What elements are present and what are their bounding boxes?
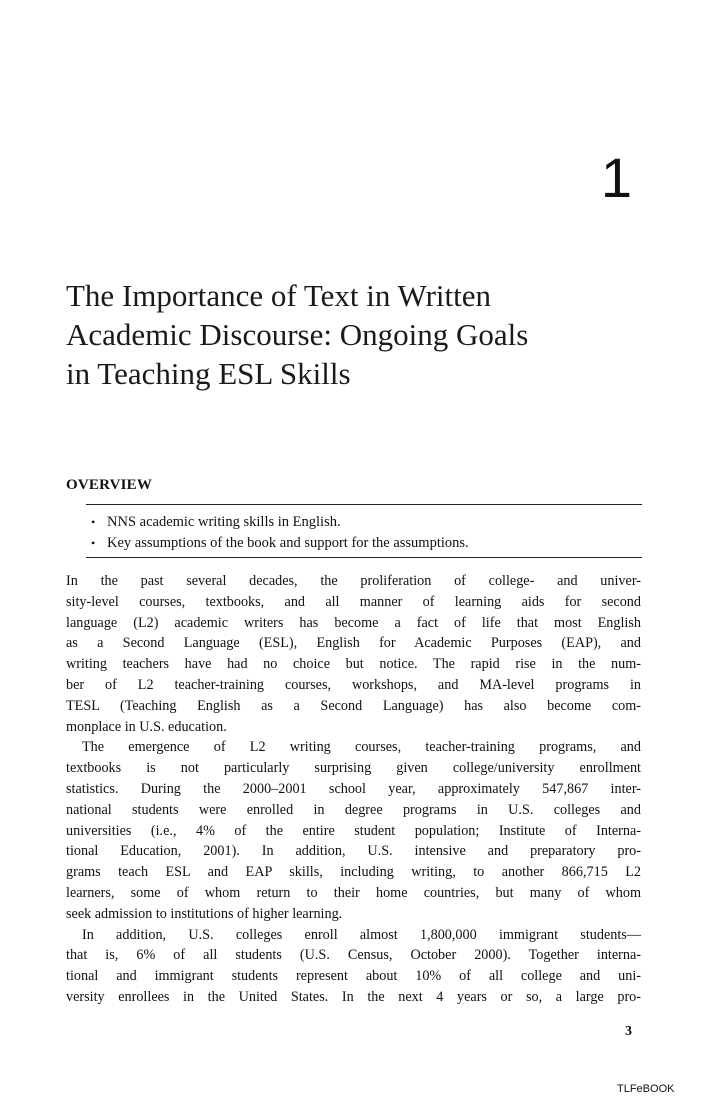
- overview-list: [86, 512, 642, 554]
- body-line: In addition, U.S. colleges enroll almost 1,800,000 immigrant students—: [82, 926, 641, 943]
- chapter-title-line: in Teaching ESL Skills: [66, 356, 351, 391]
- body-line: monplace in U.S. education.: [66, 718, 227, 735]
- overview-heading: OVERVIEW: [66, 477, 153, 493]
- overview-item-text: Key assumptions of the book and support for the assumptions.: [107, 535, 469, 551]
- body-line: TESL (Teaching English as a Second Language) has also become com-: [66, 697, 641, 714]
- body-line: seek admission to institutions of higher learning.: [66, 905, 343, 922]
- chapter-title: [66, 276, 626, 393]
- overview-item-text: NNS academic writing skills in English.: [107, 514, 341, 530]
- body-line: language (L2) academic writers has become a fact of life that most English: [66, 614, 641, 631]
- body-line: textbooks is not particularly surprising given college/university enrollment: [66, 760, 641, 777]
- bullet-icon: •: [91, 536, 96, 550]
- body-line: statistics. During the 2000–2001 school year, approximately 547,867 inter-: [66, 780, 641, 797]
- watermark-label: TLFeBOOK: [617, 1083, 675, 1095]
- chapter-title-line: The Importance of Text in Written: [66, 278, 491, 313]
- body-line: In the past several decades, the proliferation of college- and univer-: [66, 573, 641, 589]
- page-number: 3: [625, 1024, 632, 1039]
- body-line: ber of L2 teacher-training courses, workshops, and MA-level programs in: [66, 676, 641, 693]
- chapter-title-line: Academic Discourse: Ongoing Goals: [66, 317, 529, 352]
- body-line: tional Education, 2001). In addition, U.S. intensive and preparatory pro-: [66, 843, 641, 860]
- body-text: [66, 571, 641, 1008]
- body-line: tional and immigrant students represent about 10% of all college and uni-: [66, 968, 641, 985]
- bullet-icon: •: [91, 515, 96, 529]
- body-line: as a Second Language (ESL), English for Academic Purposes (EAP), and: [66, 635, 641, 652]
- body-line: The emergence of L2 writing courses, teacher-training programs, and: [82, 739, 641, 756]
- body-line: that is, 6% of all students (U.S. Census, October 2000). Together interna-: [66, 947, 641, 964]
- body-line: versity enrollees in the United States. In the next 4 years or so, a large pro-: [66, 988, 641, 1005]
- body-line: universities (i.e., 4% of the entire student population; Institute of Interna-: [66, 822, 641, 839]
- chapter-number: 1: [600, 146, 632, 209]
- body-line: grams teach ESL and EAP skills, including writing, to another 866,715 L2: [66, 864, 641, 881]
- body-line: writing teachers have had no choice but notice. The rapid rise in the num-: [66, 656, 641, 673]
- body-line: national students were enrolled in degree programs in U.S. colleges and: [66, 801, 641, 818]
- body-line: sity-level courses, textbooks, and all manner of learning aids for second: [66, 593, 641, 610]
- overview-item: [86, 533, 642, 554]
- overview-box: [86, 504, 642, 558]
- body-line: learners, some of whom return to their home countries, but many of whom: [66, 884, 641, 901]
- overview-item: [86, 512, 642, 533]
